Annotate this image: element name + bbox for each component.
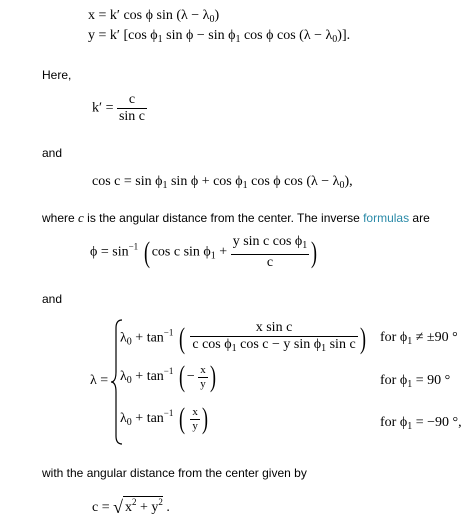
case-3-fraction: $\frac{x}{y}$ [192, 405, 198, 432]
case-3: $\lambda_0 + \tan^{-1}$ ( $\frac{x}{y}$ ) [120, 402, 208, 435]
equation-phi: $\phi = \sin^{-1}$ ( cos c $\sin \phi_1$ + $\frac{y \sin c \cos \phi_1}{c}$ ) [90, 234, 318, 270]
sqrt-symbol: √ [113, 497, 123, 517]
equation-c: c = √ $x^2 + y^2$ . [92, 497, 170, 517]
equation-cos-c: $\cos c = \sin \phi_1$ $\sin \phi + \cos \phi_1$ cos ϕ $\cos (\lambda - \lambda_0)$, [92, 174, 353, 191]
equation-y: y = k′ [cos $\phi_1$ $\sin \phi - \sin \phi_1$ cos ϕ $\cos (\lambda - \lambda_0)$]. [88, 28, 351, 45]
formulas-link[interactable]: formulas [363, 211, 410, 225]
case-2-fraction: $\frac{x}{y}$ [200, 363, 206, 390]
with-sentence: with the angular distance from the center given by [42, 466, 307, 480]
case-1-condition: for $\phi_1 \ne \pm 90$ ° [380, 330, 458, 347]
case-1-fraction: $\frac{\text{x sin c}}{c \cos \phi_1 \cos c - y \sin \phi_1 \sin c}$ [190, 320, 357, 357]
text-and-1: and [42, 146, 63, 160]
phi-fraction: $\frac{y \sin c \cos \phi_1}{c}$ [232, 234, 308, 270]
equation-kprime: k′ = $\frac{c}{\text{sin c}}$ [92, 92, 146, 124]
case-2: $\lambda_0 + \tan^{-1}$ ( − $\frac{x}{y}$ ) [120, 360, 216, 393]
lambda-lhs: λ = [90, 373, 109, 388]
case-1: $\lambda_0 + \tan^{-1}$ ( $\frac{\text{x sin c}}{c \cos \phi_1 \cos c - y \sin \phi_1 \sin c}$ ) [120, 320, 368, 357]
equation-x: x = k′ cos ϕ $\sin (\lambda - \lambda_0)$ [88, 8, 220, 25]
case-2-condition: for $\phi_1 = 90$ ° [380, 373, 451, 390]
text-and-2: and [42, 292, 63, 306]
where-sentence: where c is the angular distance from the center. The inverse formulas are [42, 210, 430, 225]
case-3-condition: for $\phi_1 = -90$ °, [380, 415, 462, 432]
text-here: Here, [42, 68, 72, 82]
kprime-fraction: $\frac{c}{\text{sin c}}$ [118, 92, 146, 124]
